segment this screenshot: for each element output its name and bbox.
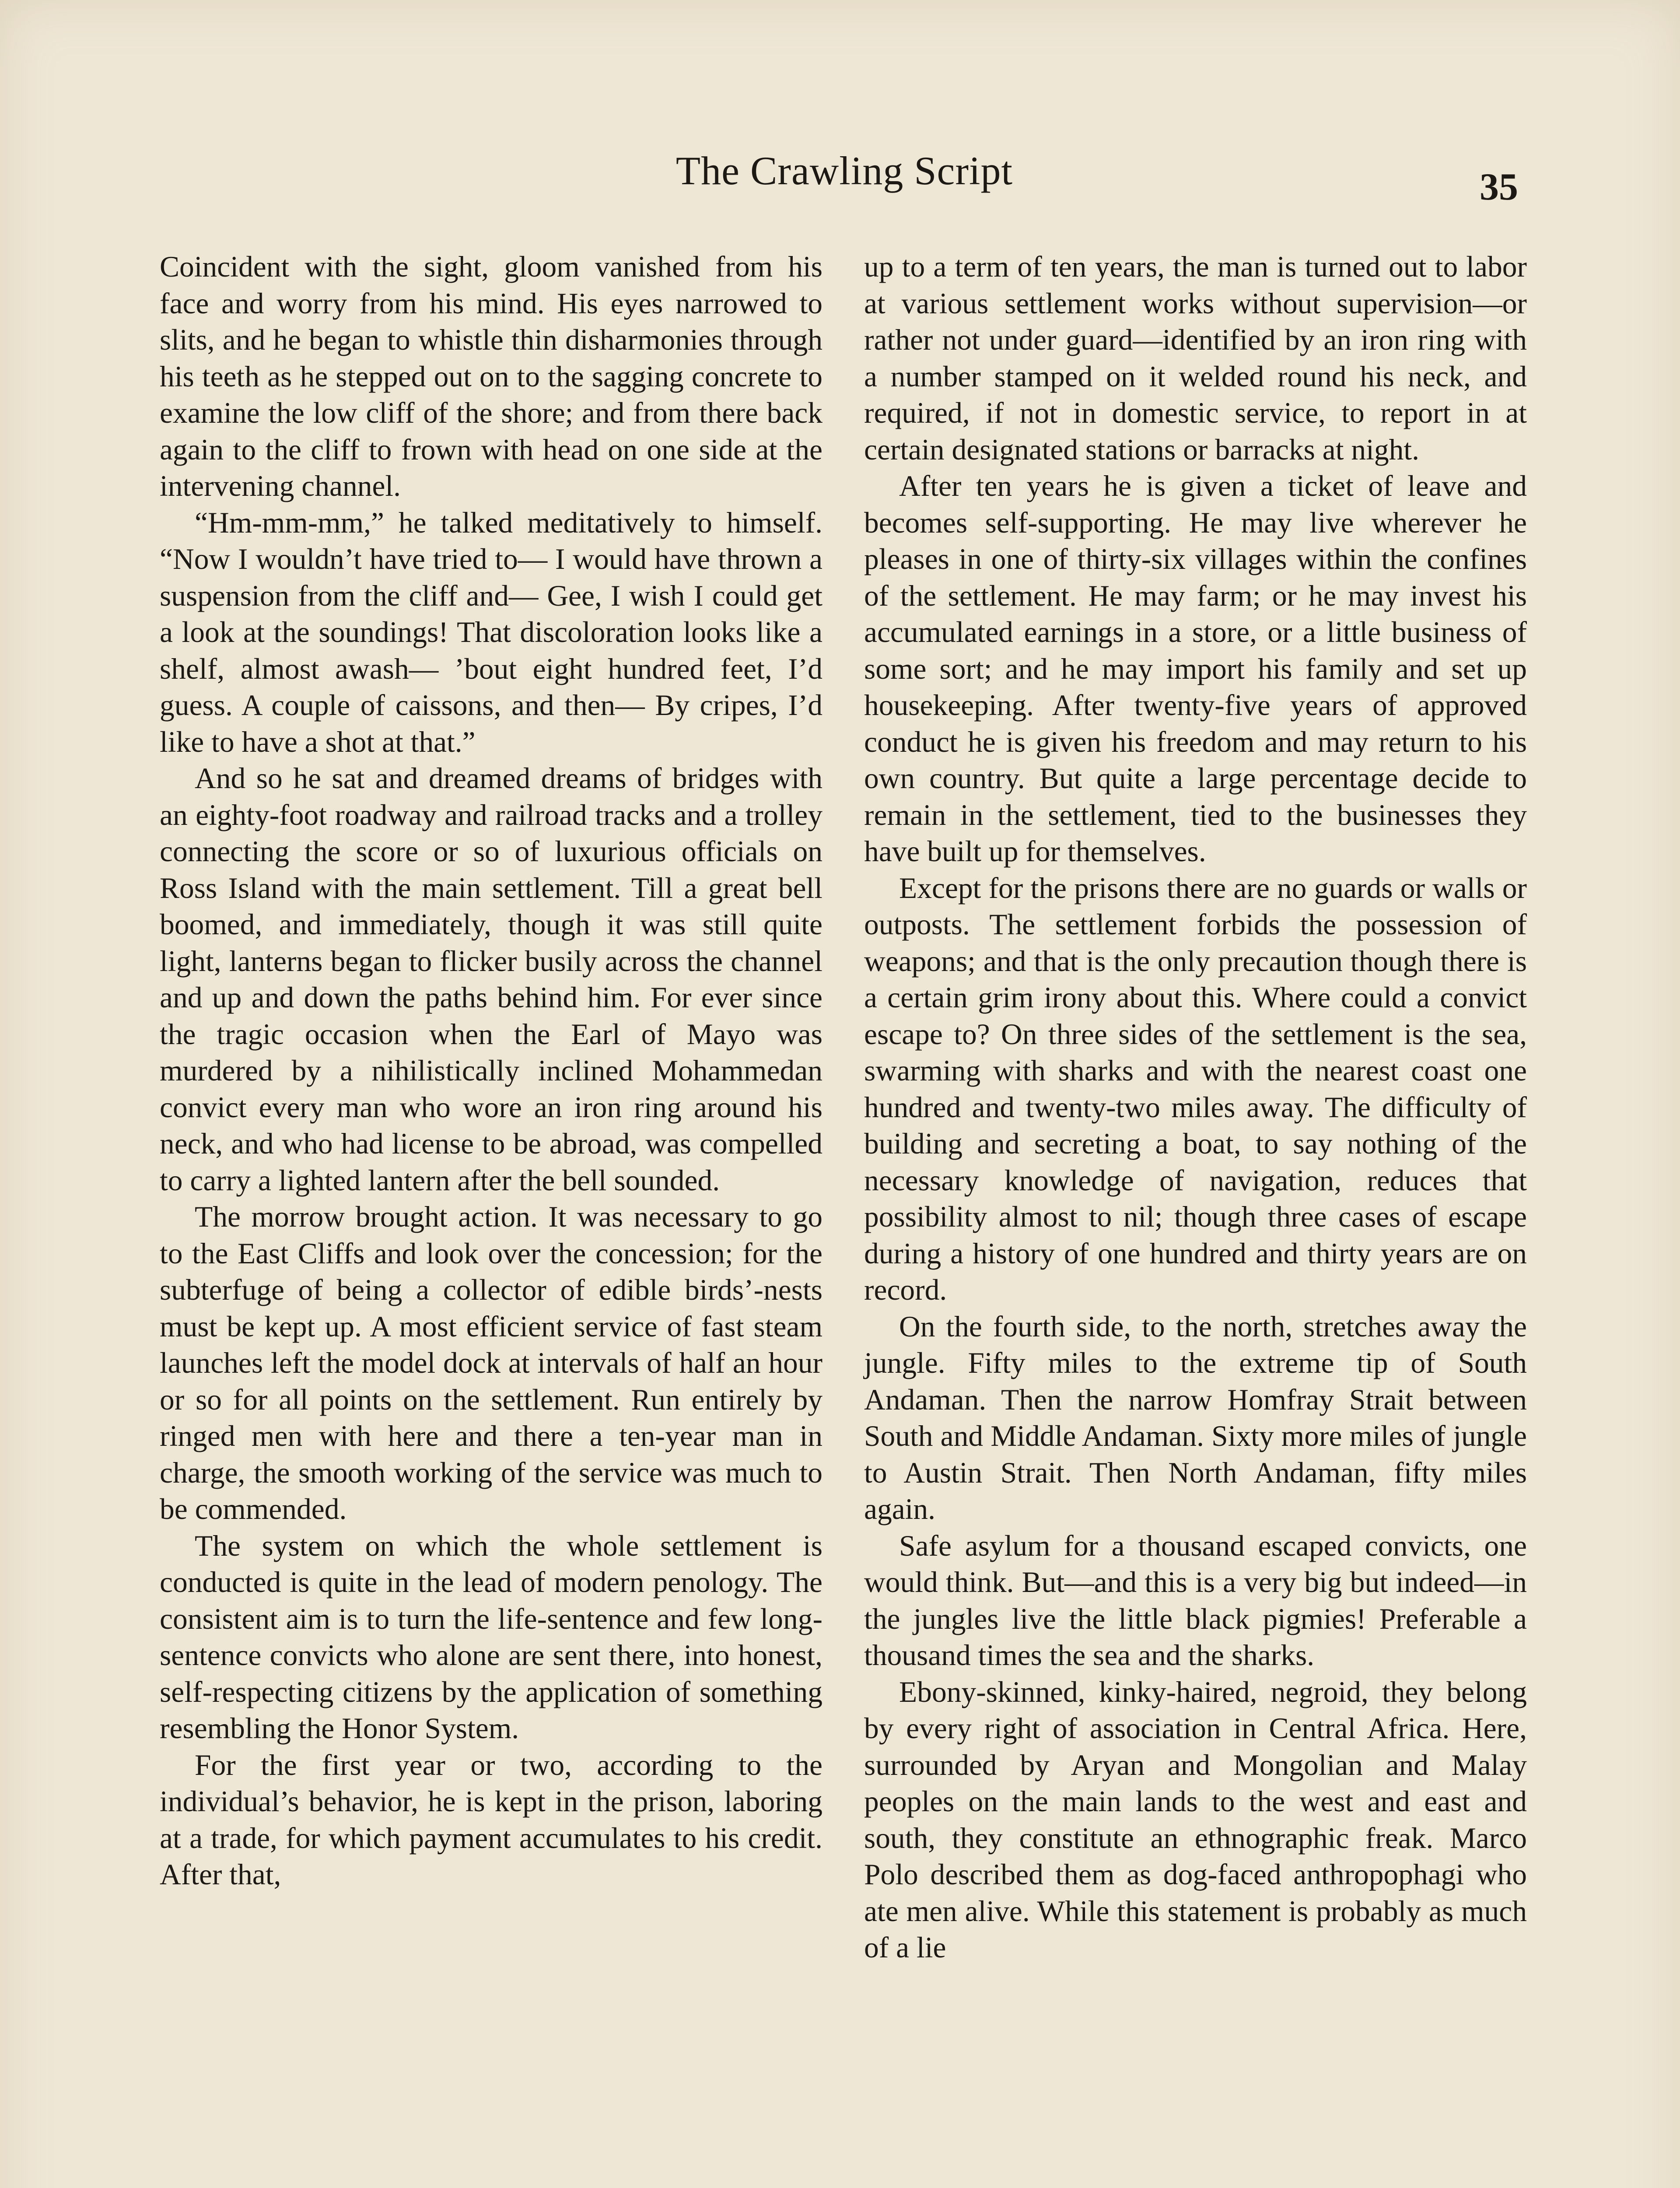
paragraph: “Hm-mm-mm,” he talked meditatively to himself. “Now I wouldn’t have tried to— I would have thrown a suspension from the cliff and— Gee, I wish I could get a look at the soundings! That discoloration looks like a shelf, almost awash— ’bout eight hundred feet, I’d guess. A couple of caissons, and then— By cripes, I’d like to have a shot at that.” bbox=[160, 506, 822, 758]
right-column bbox=[864, 249, 1527, 1966]
paragraph: And so he sat and dreamed dreams of bridges with an eighty-foot roadway and railroad tracks and a trolley connecting the score or so of luxurious officials on Ross Island with the main settlement. Till a great bell boomed, and immediately, though it was still quite light, lanterns began to flicker busily across the channel and up and down the paths behind him. For ever since the tragic occasion when the Earl of Mayo was murdered by a nihilistically inclined Mohammedan convict every man who wore an iron ring around his neck, and who had license to be abroad, was compelled to carry a lighted lantern after the bell sounded. bbox=[160, 762, 822, 1197]
paragraph: Except for the prisons there are no guards or walls or outposts. The settlement forbids the possession of weapons; and that is the only precaution though there is a certain grim irony about this. Where could a convict escape to? On three sides of the settlement is the sea, swarming with sharks and with the nearest coast one hundred and twenty-two miles away. The difficulty of building and secreting a boat, to say nothing of the necessary knowledge of navigation, reduces that possibility almost to nil; though three cases of escape during a history of one hundred and thirty years are on record. bbox=[864, 871, 1527, 1306]
running-title: The Crawling Script bbox=[676, 148, 1013, 193]
paragraph: The morrow brought action. It was necessary to go to the East Cliffs and look over the concession; for the subterfuge of being a collector of edible birds’-nests must be kept up. A most efficient service of fast steam launches left the model dock at intervals of half an hour or so for all points on the settlement. Run entirely by ringed men with here and there a ten-year man in charge, the smooth working of the service was much to be commended. bbox=[160, 1200, 822, 1525]
left-column bbox=[160, 249, 822, 1893]
paragraph: Ebony-skinned, kinky-haired, negroid, they belong by every right of association in Central Africa. Here, surrounded by Aryan and Mongolian and Malay peoples on the main lands to the west and east and south, they constitute an ethnographic freak. Marco Polo described them as dog-faced anthropophagi who ate men alive. While this statement is probably as much of a lie bbox=[864, 1675, 1527, 1964]
page-number: 35 bbox=[1480, 166, 1518, 208]
paragraph: For the first year or two, according to the individual’s behavior, he is kept in the prison, laboring at a trade, for which payment accumulates to his credit. After that, bbox=[160, 1748, 822, 1891]
paragraph: Safe asylum for a thousand escaped convicts, one would think. But—and this is a very big but indeed—in the jungles live the little black pigmies! Preferable a thousand times the sea and the sharks. bbox=[864, 1529, 1527, 1672]
paragraph: Coincident with the sight, gloom vanished from his face and worry from his mind. His eyes narrowed to slits, and he began to whistle thin disharmonies through his teeth as he stepped out on to the sagging concrete to examine the low cliff of the shore; and from there back again to the cliff to frown with head on one side at the intervening channel. bbox=[160, 250, 822, 502]
paragraph: The system on which the whole settlement is conducted is quite in the lead of modern penology. The consistent aim is to turn the life-sentence and few long-sentence convicts who alone are sent there, into honest, self-respecting citizens by the application of something resembling the Honor System. bbox=[160, 1529, 822, 1745]
paragraph: On the fourth side, to the north, stretches away the jungle. Fifty miles to the extreme tip of South Andaman. Then the narrow Homfray Strait between South and Middle Andaman. Sixty more miles of jungle to Austin Strait. Then North Andaman, fifty miles again. bbox=[864, 1310, 1527, 1525]
paragraph-continuation: up to a term of ten years, the man is turned out to labor at various settlement works without supervision—or rather not under guard—identified by an iron ring with a number stamped on it welded round his neck, and required, if not in domestic service, to report in at certain designated stations or barracks at night. bbox=[864, 250, 1527, 466]
paragraph: After ten years he is given a ticket of leave and becomes self-supporting. He may live wherever he pleases in one of thirty-six villages within the confines of the settlement. He may farm; or he may invest his accumulated earnings in a store, or a little business of some sort; and he may import his family and set up housekeeping. After twenty-five years of approved conduct he is given his freedom and may return to his own country. But quite a large percentage decide to remain in the settlement, tied to the businesses they have built up for themselves. bbox=[864, 470, 1527, 868]
